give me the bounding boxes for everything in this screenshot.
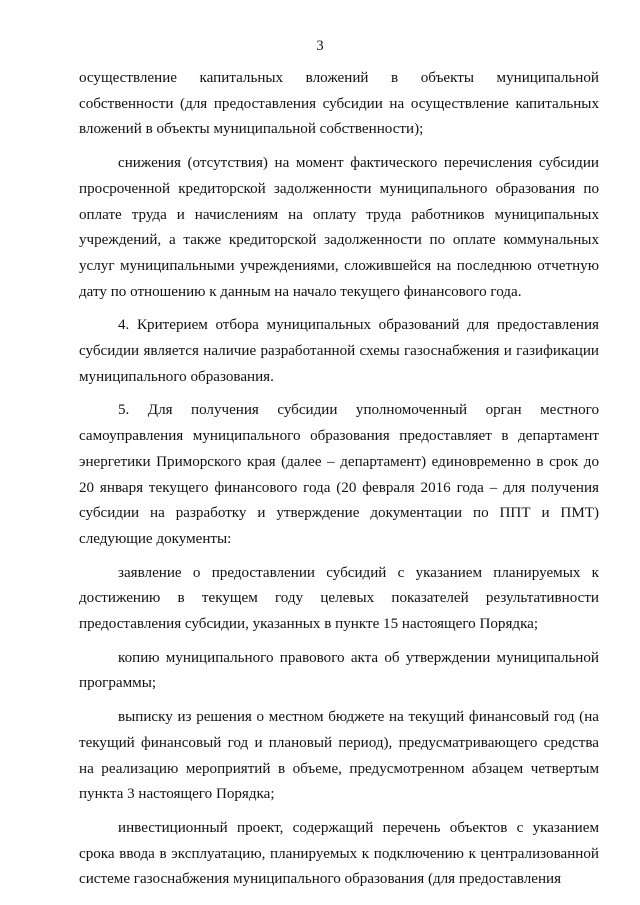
paragraph: снижения (отсутствия) на момент фактического перечисления субсидии просроченной кредиторской задолженности муниципального образования по оплате труда и начислениям на оплату труда работников муниципальных учреждений, а также кредиторской задолженности по оплате коммунальных услуг муниципальными учреждениями, сложившейся на последнюю отчетную дату по отношению к данным на начало текущего финансового года.	[79, 155, 599, 300]
paragraph: выписку из решения о местном бюджете на текущий финансовый год (на текущий финансовый год и плановый период), предусматривающего средства на реализацию мероприятий в объеме, предусмотренном абзацем четвертым пункта 3 настоящего Порядка;	[79, 709, 599, 803]
paragraph: заявление о предоставлении субсидий с указанием планируемых к достижению в текущем году целевых показателей результативности предоставления субсидии, указанных в пункте 15 настоящего Порядка;	[79, 564, 599, 633]
paragraph: 5. Для получения субсидии уполномоченный орган местного самоуправления муниципального образования предоставляет в департамент энергетики Приморского края (далее – департамент) единовременно в срок до 20 января текущего финансового года (20 февраля 2016 года – для получения субсидии на разработку и утверждение документации по ППТ и ПМТ) следующие документы:	[79, 402, 599, 547]
paragraph: копию муниципального правового акта об утверждении муниципальной программы;	[79, 649, 599, 692]
page-number: 3	[316, 38, 324, 54]
document-body	[79, 66, 599, 901]
paragraph: осуществление капитальных вложений в объекты муниципальной собственности (для предоставления субсидии на осуществление капитальных вложений в объекты муниципальной собственности);	[79, 70, 599, 138]
paragraph: 4. Критерием отбора муниципальных образований для предоставления субсидии является наличие разработанной схемы газоснабжения и газификации муниципального образования.	[79, 317, 599, 385]
paragraph: инвестиционный проект, содержащий перечень объектов с указанием срока ввода в эксплуатацию, планируемых к подключению к централизованной системе газоснабжения муниципального образования (для предоставления	[79, 819, 599, 888]
